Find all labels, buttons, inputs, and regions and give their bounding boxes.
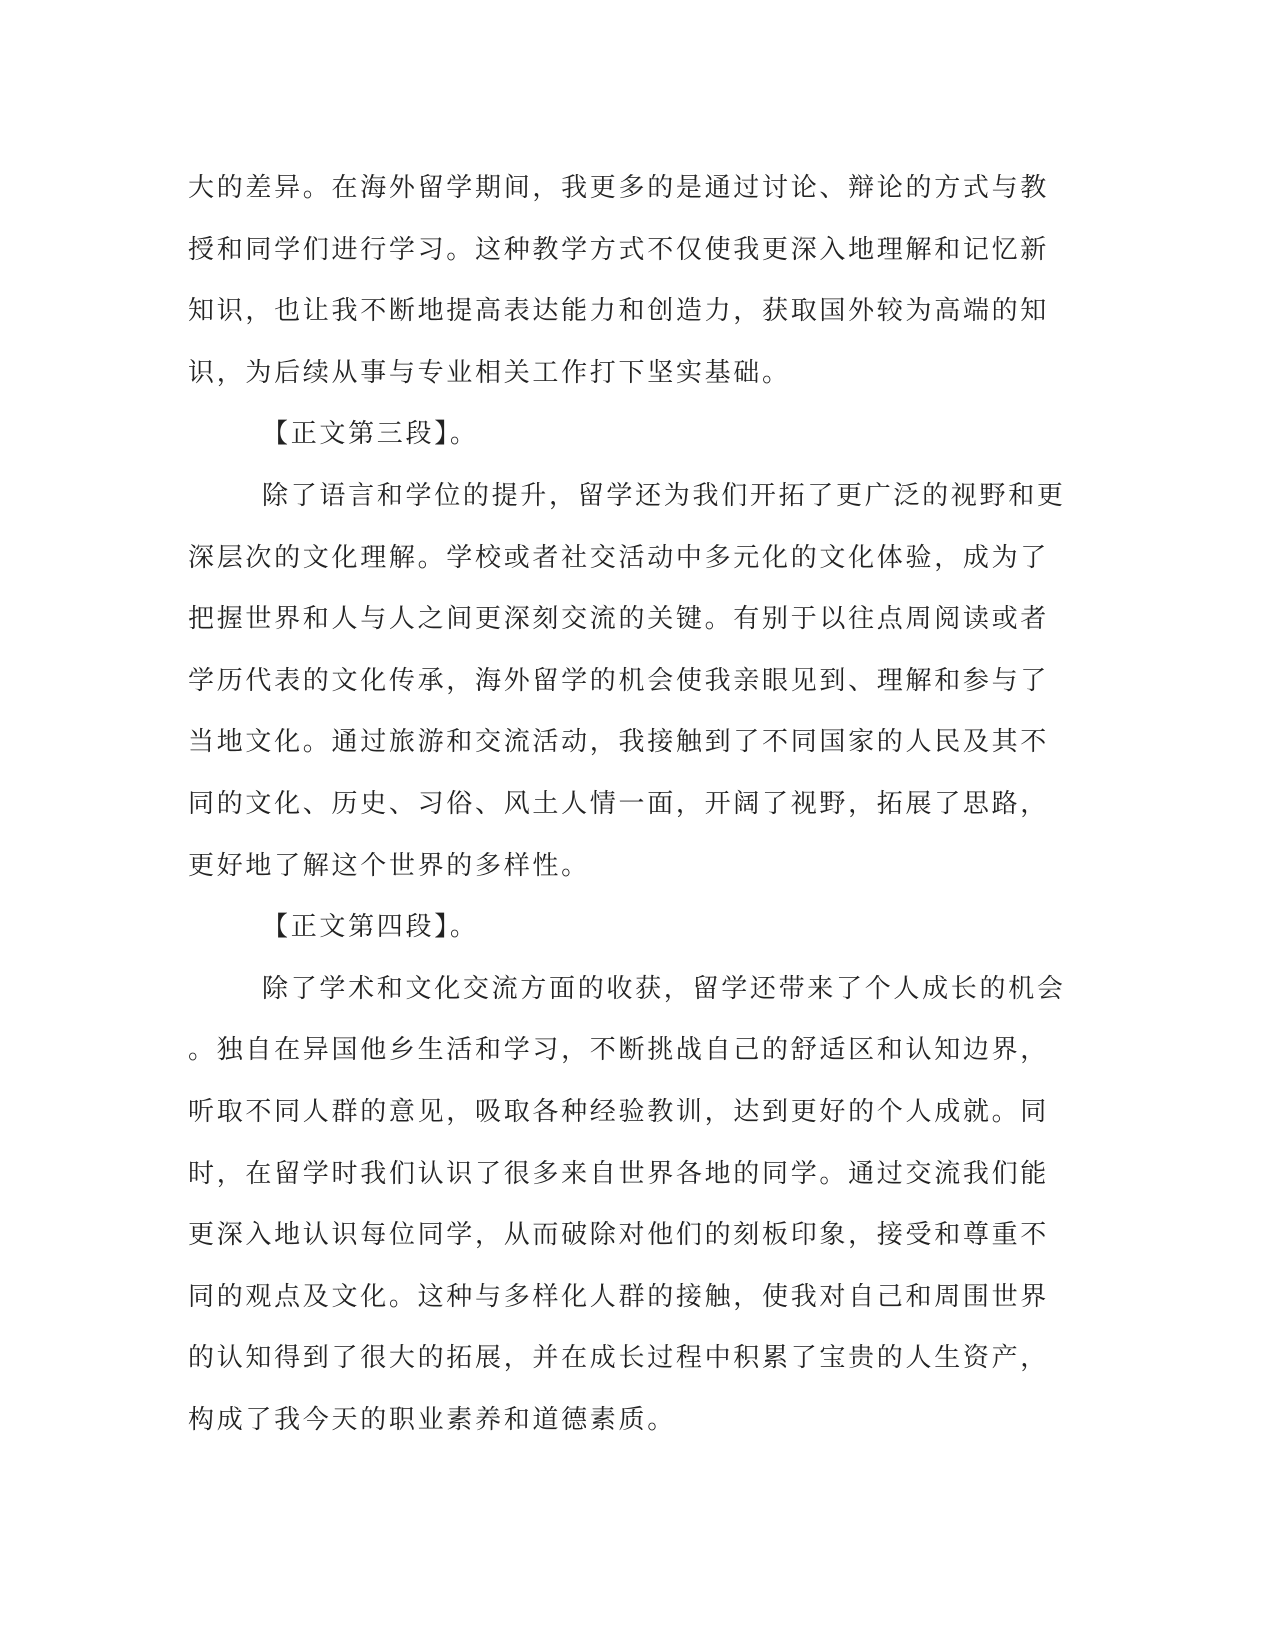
text-line: 【正文第三段】。 [262,419,479,450]
text-line: 。独自在异国他乡生活和学习，不断挑战自己的舒适区和认知边界， [188,1035,1050,1066]
text-line: 大的差异。在海外留学期间，我更多的是通过讨论、辩论的方式与教 [188,173,1050,203]
text-line: 同的观点及文化。这种与多样化人群的接触，使我对自己和周围世界 [188,1281,1050,1312]
text-line: 除了语言和学位的提升，留学还为我们开拓了更广泛的视野和更 [262,480,1066,511]
text-line: 更好地了解这个世界的多样性。 [188,850,590,881]
text-line: 听取不同人群的意见，吸取各种经验教训，达到更好的个人成就。同 [188,1096,1050,1127]
text-line: 【正文第四段】。 [262,912,479,943]
text-line: 同的文化、历史、习俗、风土人情一面，开阔了视野，拓展了思路， [188,788,1050,819]
text-line: 识，为后续从事与专业相关工作打下坚实基础。 [188,357,791,388]
document-body [188,158,1088,1451]
text-line: 当地文化。通过旅游和交流活动，我接触到了不同国家的人民及其不 [188,727,1050,758]
text-line: 授和同学们进行学习。这种教学方式不仅使我更深入地理解和记忆新 [188,234,1050,265]
text-line: 知识，也让我不断地提高表达能力和创造力，获取国外较为高端的知 [188,296,1050,327]
text-line: 深层次的文化理解。学校或者社交活动中多元化的文化体验，成为了 [188,542,1050,573]
text-line: 构成了我今天的职业素养和道德素质。 [188,1404,676,1435]
text-line: 把握世界和人与人之间更深刻交流的关键。有别于以往点周阅读或者 [188,604,1050,635]
text-line: 除了学术和文化交流方面的收获，留学还带来了个人成长的机会 [262,973,1066,1004]
text-line: 学历代表的文化传承，海外留学的机会使我亲眼见到、理解和参与了 [188,665,1050,696]
text-line: 更深入地认识每位同学，从而破除对他们的刻板印象，接受和尊重不 [188,1220,1050,1251]
text-line: 的认知得到了很大的拓展，并在成长过程中积累了宝贵的人生资产， [188,1343,1050,1374]
text-line: 时，在留学时我们认识了很多来自世界各地的同学。通过交流我们能 [188,1158,1050,1189]
